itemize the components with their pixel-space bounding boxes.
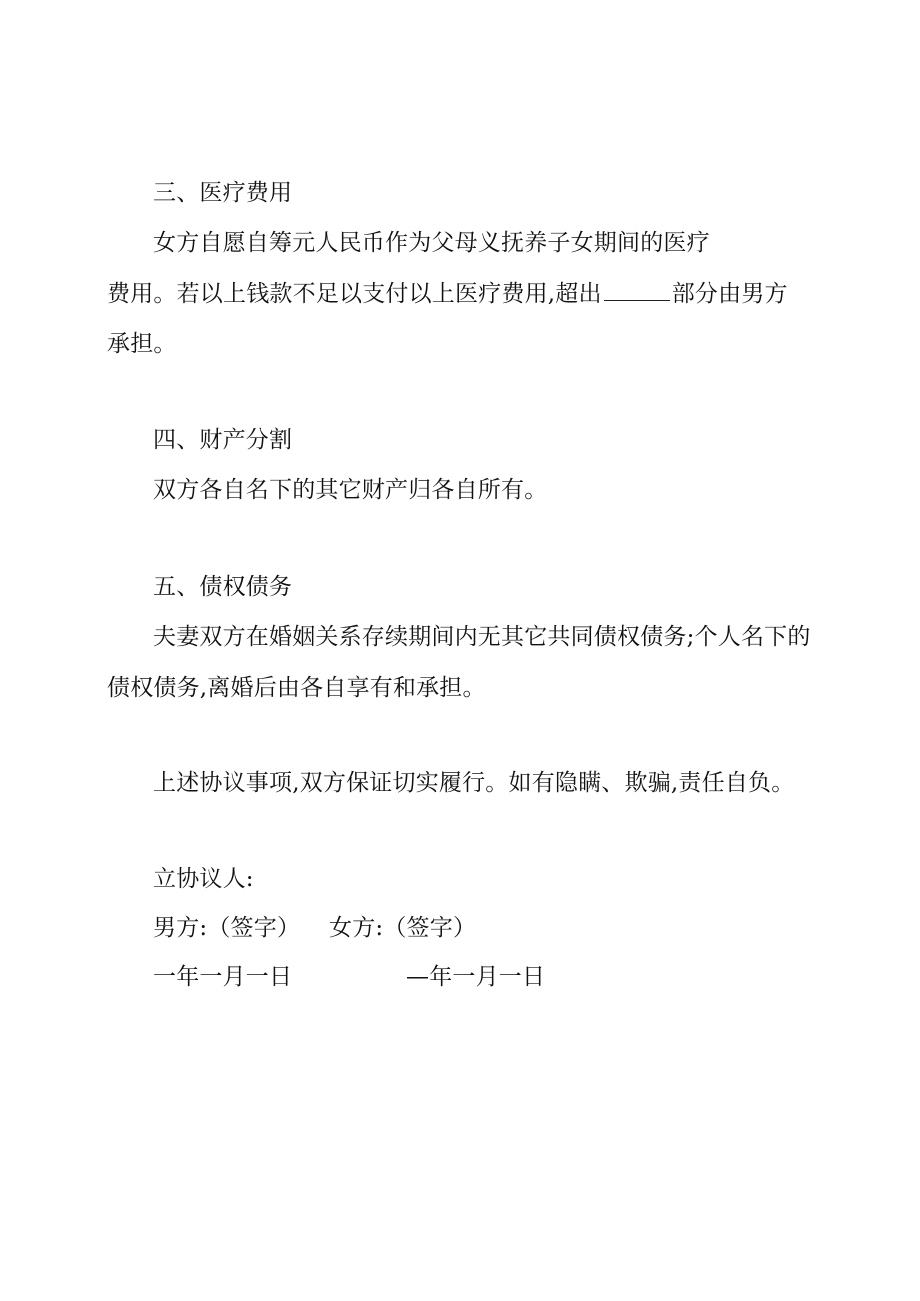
signatories-title: 立协议人: <box>153 866 254 892</box>
debts-paragraph-line-2: 债权债务,离婚后由各自享有和承担。 <box>107 675 486 701</box>
medical-paragraph-line-1: 女方自愿自筹元人民币作为父母义抚养子女期间的医疗 <box>153 230 710 256</box>
medical-paragraph-line-2 <box>107 279 788 309</box>
amount-blank-line <box>604 282 670 301</box>
medical-heading: 三、医疗费用 <box>153 180 293 206</box>
guarantee-paragraph: 上述协议事项,双方保证切实履行。如有隐瞒、欺骗,责任自负。 <box>153 770 795 796</box>
male-signature-label: 男方:（签字） <box>153 915 301 941</box>
property-heading: 四、财产分割 <box>153 427 293 453</box>
property-paragraph: 双方各自名下的其它财产归各自所有。 <box>153 477 548 503</box>
medical-line-2-end: 部分由男方 <box>671 281 788 307</box>
female-signature-date: —年一月一日 <box>406 964 546 990</box>
debts-paragraph-line-1: 夫妻双方在婚姻关系存续期间内无其它共同债权债务;个人名下的 <box>153 624 811 650</box>
medical-paragraph-line-3: 承担。 <box>107 331 177 357</box>
female-signature-label: 女方:（签字） <box>329 915 477 941</box>
medical-line-2-start: 费用。若以上钱款不足以支付以上医疗费用,超出 <box>107 281 602 307</box>
debts-heading: 五、债权债务 <box>153 574 293 600</box>
male-signature-date: 一年一月一日 <box>153 964 293 990</box>
